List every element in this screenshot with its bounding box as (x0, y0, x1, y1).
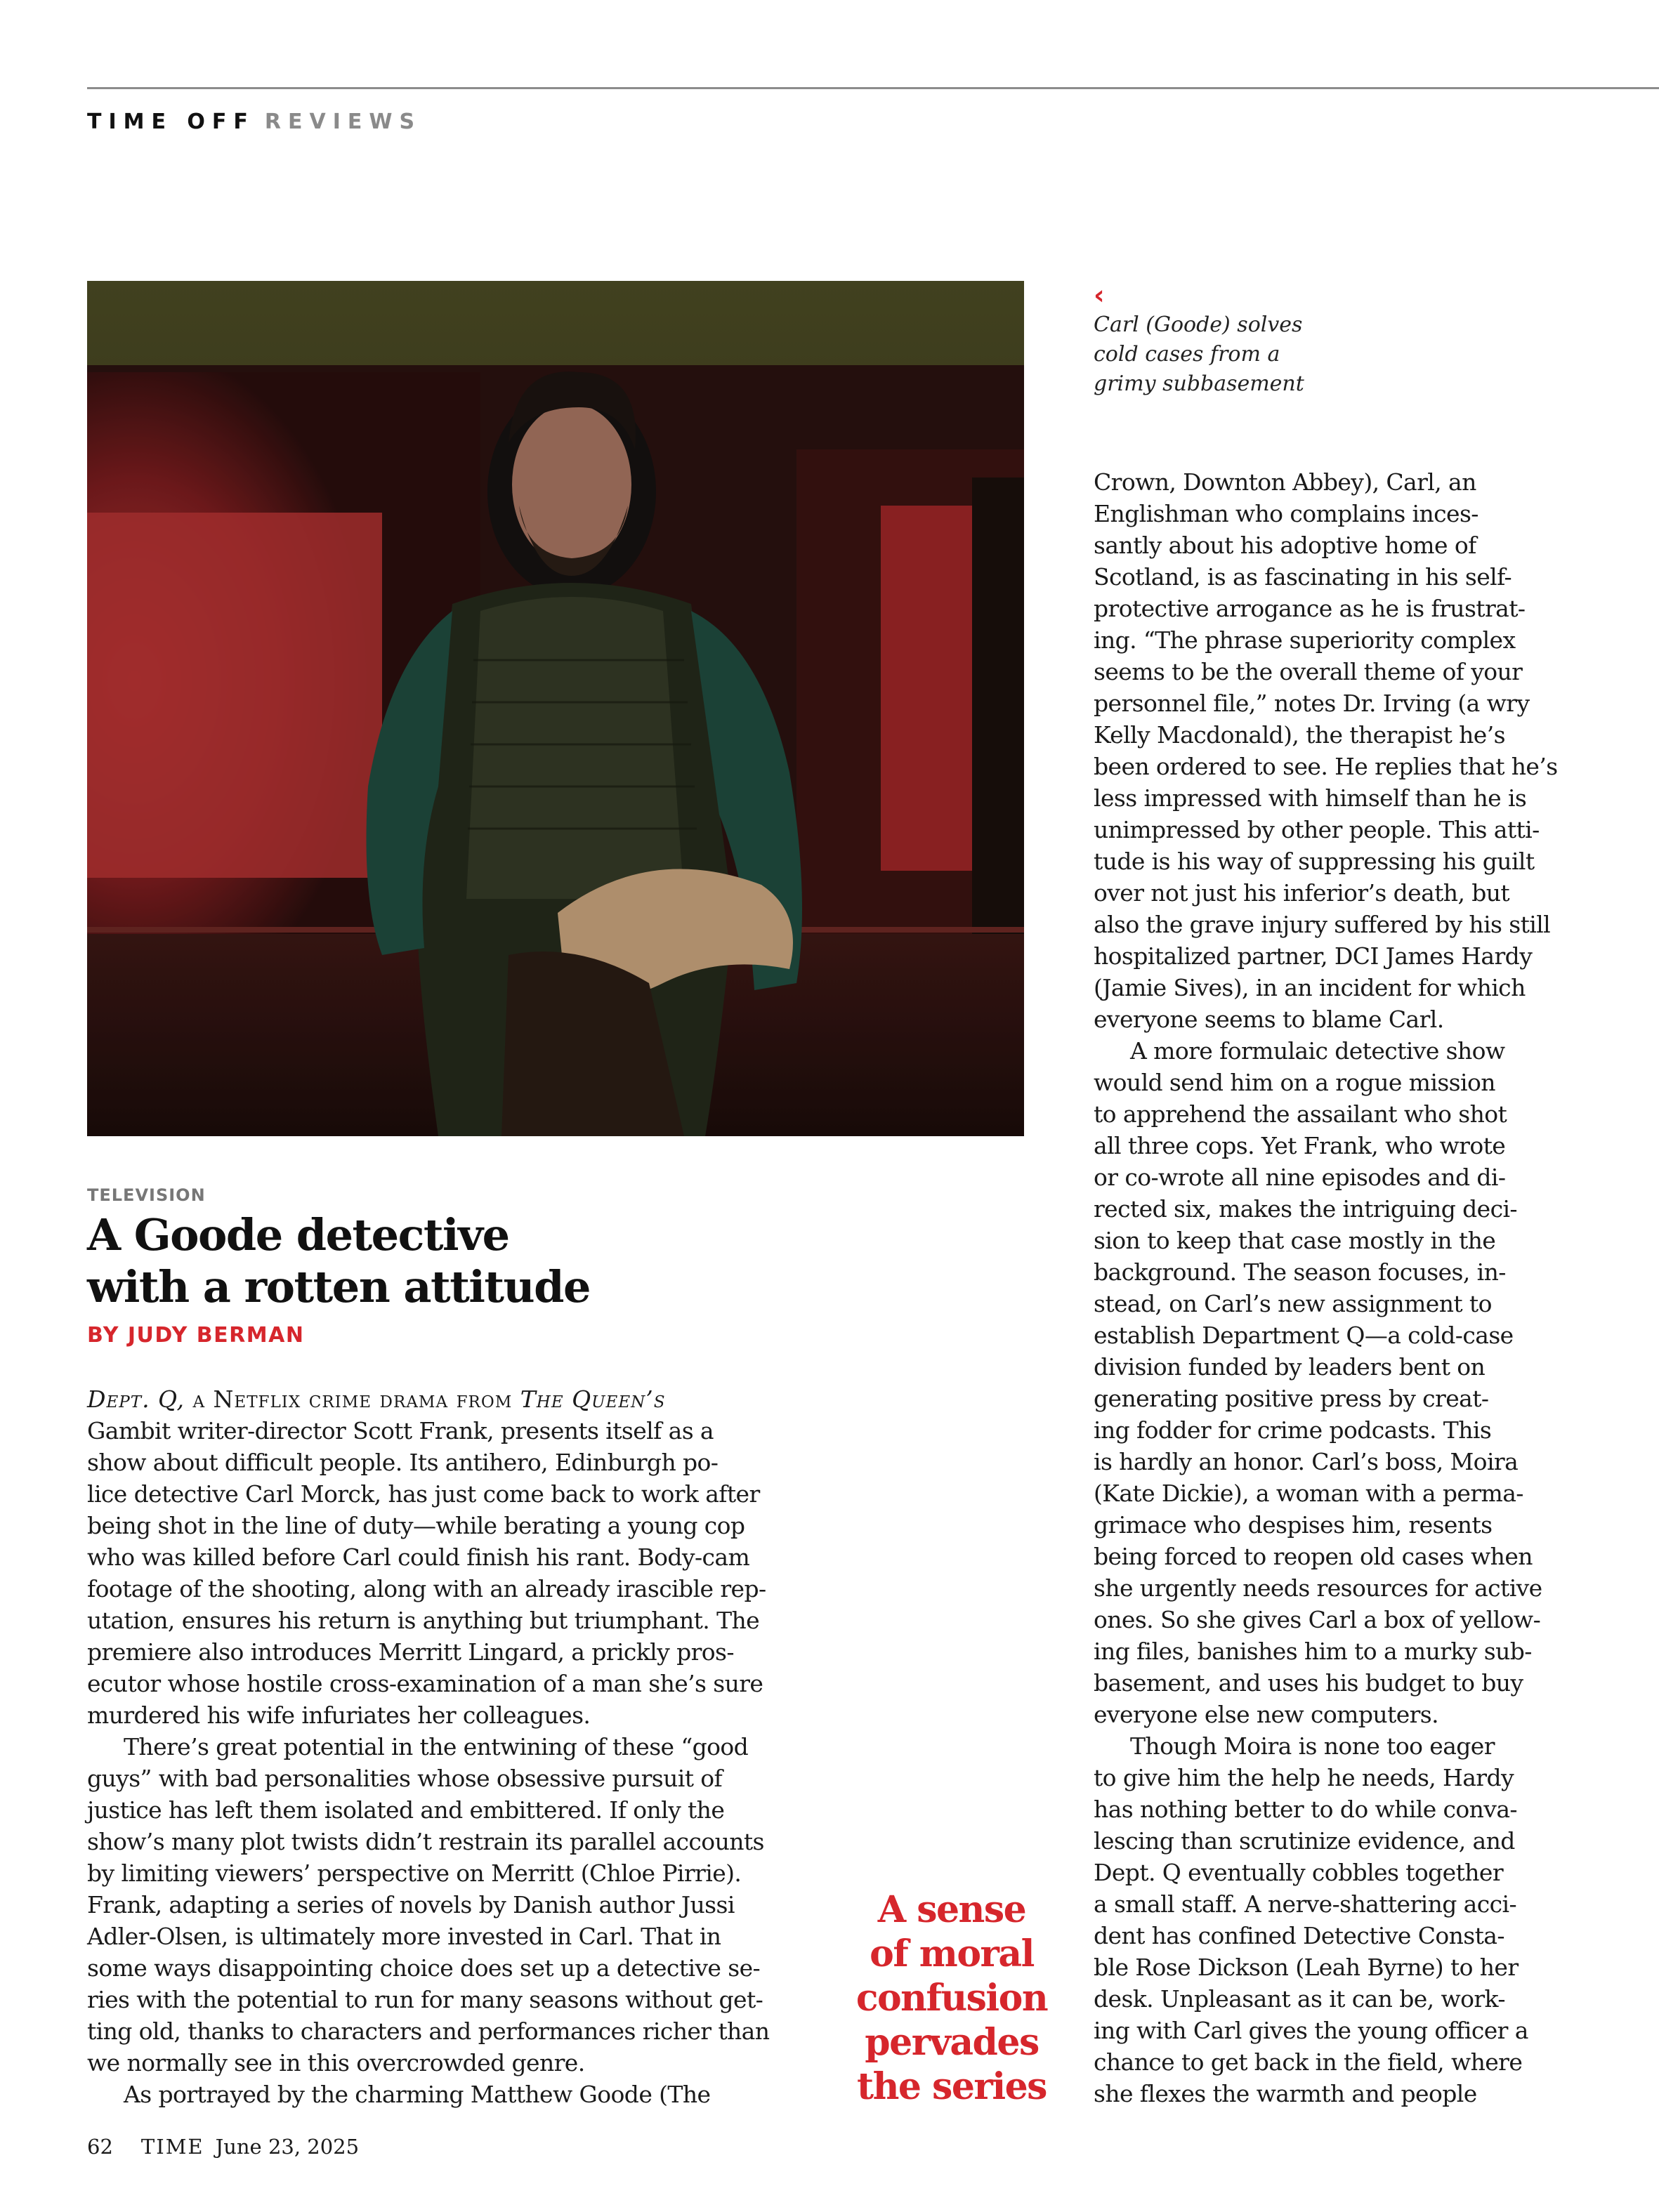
headline-line: A Goode detective (87, 1209, 509, 1260)
article-column-left (87, 1383, 818, 2110)
text-line: desk. Unpleasant as it can be, work- (1094, 1985, 1505, 2013)
text-line: ting old, thanks to characters and performances richer than (87, 2017, 770, 2045)
text-line: by limiting viewers’ perspective on Merritt (Chloe Pirrie). (87, 1859, 742, 1887)
masthead: TIME (140, 2135, 204, 2159)
article-photo (87, 281, 1024, 1136)
text-line: ing with Carl gives the young officer a (1094, 2017, 1528, 2044)
text-line: Frank, adapting a series of novels by Danish author Jussi (87, 1891, 735, 1918)
headline-line: with a rotten attitude (87, 1261, 590, 1312)
text-line: hospitalized partner, DCI James Hardy (1094, 942, 1533, 970)
section-header (87, 110, 421, 134)
text-line: footage of the shooting, along with an already irascible rep- (87, 1575, 766, 1602)
page-number: 62 (87, 2135, 113, 2159)
text-line: Adler-Olsen, is ultimately more invested in Carl. That in (87, 1923, 721, 1950)
article-headline (87, 1209, 789, 1313)
text-line: basement, and uses his budget to buy (1094, 1669, 1523, 1697)
text-line: she flexes the warmth and people (1094, 2080, 1477, 2107)
text-line: show about difficult people. Its antihero, Edinburgh po- (87, 1449, 719, 1476)
text-line: ones. So she gives Carl a box of yellow- (1094, 1606, 1541, 1633)
caption-line: Carl (Goode) solves (1094, 312, 1303, 337)
text-line: grimace who despises him, resents (1094, 1511, 1493, 1539)
text-line: Englishman who complains inces- (1094, 500, 1478, 527)
text-line: chance to get back in the field, where (1094, 2048, 1523, 2076)
text-line: (Kate Dickie), a woman with a perma- (1094, 1480, 1523, 1507)
pull-quote (836, 1888, 1068, 2109)
text-line: Though Moira is none too eager (1130, 1732, 1495, 1760)
article-paragraph (1094, 1730, 1585, 2109)
text-line: protective arrogance as he is frustrat- (1094, 595, 1526, 622)
text-line: we normally see in this overcrowded genre. (87, 2049, 585, 2076)
article-paragraph (87, 2079, 818, 2110)
text-line: santly about his adoptive home of (1094, 532, 1476, 559)
article-column-right (1094, 466, 1585, 2109)
text-line: Kelly Macdonald), the therapist he’s (1094, 721, 1505, 749)
text-line: Scotland, is as fascinating in his self- (1094, 563, 1512, 591)
article-paragraph (1094, 1035, 1585, 1730)
text-line: ecutor whose hostile cross-examination of a man she’s sure (87, 1670, 763, 1697)
text-line: ing files, banishes him to a murky sub- (1094, 1638, 1532, 1665)
text-line: to give him the help he needs, Hardy (1094, 1764, 1514, 1791)
text-line: ble Rose Dickson (Leah Byrne) to her (1094, 1954, 1519, 1981)
text-line: Crown, Downton Abbey), Carl, an (1094, 468, 1476, 496)
text-line: been ordered to see. He replies that he’s (1094, 753, 1558, 780)
article-paragraph (87, 1731, 818, 2079)
issue-date: June 23, 2025 (215, 2135, 360, 2159)
text-line: division funded by leaders bent on (1094, 1353, 1486, 1381)
text-line: being shot in the line of duty—while berating a young cop (87, 1512, 745, 1539)
text-line: establish Department Q—a cold-case (1094, 1322, 1514, 1349)
text-line: A more formulaic detective show (1130, 1037, 1505, 1065)
top-rule (87, 87, 1659, 89)
text-line: Gambit writer-director Scott Frank, presents itself as a (87, 1417, 714, 1444)
text-line: There’s great potential in the entwining of these “good (124, 1733, 749, 1760)
text-line: guys” with bad personalities whose obsessive pursuit of (87, 1765, 723, 1792)
caption-line: grimy subbasement (1094, 371, 1304, 396)
text-line: As portrayed by the charming Matthew Goode (The (124, 2081, 711, 2108)
article-paragraph (1094, 466, 1585, 1035)
text-line: a small staff. A nerve-shattering acci- (1094, 1890, 1517, 1918)
text-line: dent has confined Detective Consta- (1094, 1922, 1504, 1949)
text-line: all three cops. Yet Frank, who wrote (1094, 1132, 1506, 1159)
text-line: rected six, makes the intriguing deci- (1094, 1195, 1517, 1223)
article-paragraph (87, 1383, 818, 1731)
text-line: murdered his wife infuriates her colleagues. (87, 1701, 591, 1729)
text-line: less impressed with himself than he is (1094, 784, 1527, 812)
text-line: background. The season focuses, in- (1094, 1258, 1506, 1286)
text-line: premiere also introduces Merritt Lingard, a prickly pros- (87, 1638, 734, 1666)
pull-quote-line: confusion (855, 1977, 1048, 2020)
text-line: generating positive press by creat- (1094, 1385, 1489, 1412)
lead-in: a Netflix crime drama from (184, 1385, 520, 1413)
text-line: also the grave injury suffered by his still (1094, 911, 1551, 938)
text-line: is hardly an honor. Carl’s boss, Moira (1094, 1448, 1519, 1475)
text-line: personnel file,” notes Dr. Irving (a wry (1094, 690, 1530, 717)
article-byline: BY JUDY BERMAN (87, 1323, 305, 1348)
text-line: everyone seems to blame Carl. (1094, 1006, 1444, 1033)
text-line: over not just his inferior’s death, but (1094, 879, 1510, 907)
text-line: ing. “The phrase superiority complex (1094, 626, 1516, 654)
text-line: sion to keep that case mostly in the (1094, 1227, 1496, 1254)
chevron-left-icon: ‹ (1094, 279, 1105, 310)
text-line: being forced to reopen old cases when (1094, 1543, 1533, 1570)
text-line: would send him on a rogue mission (1094, 1069, 1495, 1096)
show-title: Dept. Q, (87, 1385, 185, 1413)
text-line: ing fodder for crime podcasts. This (1094, 1416, 1492, 1444)
pull-quote-line: pervades (865, 2021, 1039, 2064)
text-line: tude is his way of suppressing his guilt (1094, 848, 1535, 875)
pull-quote-line: of moral (870, 1933, 1034, 1975)
text-line: to apprehend the assailant who shot (1094, 1100, 1507, 1128)
text-line: ries with the potential to run for many seasons without get- (87, 1986, 763, 2013)
show-title: The Queen’s (520, 1385, 666, 1413)
page-footer (87, 2135, 359, 2159)
pull-quote-line: the series (857, 2065, 1047, 2108)
text-line: Dept. Q eventually cobbles together (1094, 1859, 1503, 1886)
text-line: (Jamie Sives), in an incident for which (1094, 974, 1526, 1001)
section-label: TIME OFF (87, 110, 255, 134)
text-line: has nothing better to do while conva- (1094, 1796, 1517, 1823)
text-line: justice has left them isolated and embittered. If only the (87, 1796, 725, 1824)
text-line: who was killed before Carl could finish his rant. Body-cam (87, 1543, 750, 1571)
text-line: some ways disappointing choice does set up a detective se- (87, 1954, 761, 1982)
text-line: lescing than scrutinize evidence, and (1094, 1827, 1515, 1855)
text-line: or co-wrote all nine episodes and di- (1094, 1164, 1506, 1191)
text-line: seems to be the overall theme of your (1094, 658, 1523, 685)
text-line: lice detective Carl Morck, has just come back to work after (87, 1480, 760, 1508)
text-line: everyone else new computers. (1094, 1701, 1439, 1728)
caption-line: cold cases from a (1094, 342, 1280, 367)
text-line: utation, ensures his return is anything but triumphant. The (87, 1607, 760, 1634)
text-line: unimpressed by other people. This atti- (1094, 816, 1540, 843)
article-kicker: TELEVISION (87, 1185, 206, 1205)
text-line: she urgently needs resources for active (1094, 1574, 1542, 1602)
photo-caption (1094, 281, 1389, 399)
text-line: stead, on Carl’s new assignment to (1094, 1290, 1492, 1317)
pull-quote-line: A sense (877, 1888, 1026, 1931)
subsection-label: REVIEWS (264, 110, 422, 134)
text-line: show’s many plot twists didn’t restrain its parallel accounts (87, 1828, 764, 1855)
